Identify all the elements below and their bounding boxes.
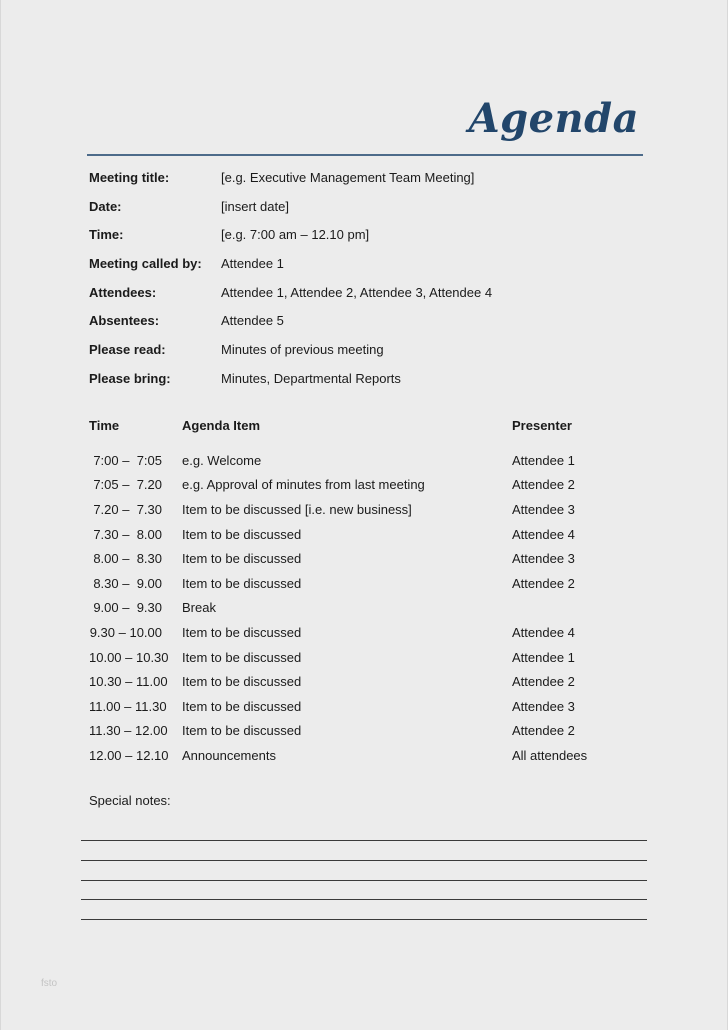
row-time: 10.30 – 11.00 — [89, 674, 168, 690]
notes-line — [81, 880, 647, 881]
row-presenter: Attendee 2 — [512, 674, 575, 690]
table-row — [89, 620, 649, 645]
row-time: 11.30 – 12.00 — [89, 723, 168, 739]
row-agenda-item: e.g. Approval of minutes from last meeting — [182, 477, 425, 493]
row-presenter: Attendee 2 — [512, 477, 575, 493]
info-label: Please read: — [89, 342, 166, 358]
row-agenda-item: Announcements — [182, 747, 276, 763]
table-row — [89, 645, 649, 670]
info-row-attendees — [89, 285, 649, 314]
row-agenda-item: Item to be discussed — [182, 526, 302, 542]
info-value: Attendee 1 — [221, 256, 284, 272]
header-presenter: Presenter — [512, 418, 572, 433]
notes-line — [81, 860, 647, 861]
notes-line — [81, 840, 647, 841]
title-underline — [87, 154, 643, 156]
row-presenter: Attendee 4 — [512, 526, 575, 542]
notes-line — [81, 919, 647, 920]
info-label: Please bring: — [89, 370, 171, 386]
row-time: 8.00 – 8.30 — [93, 551, 162, 567]
table-row — [89, 522, 649, 547]
header-time: Time — [89, 418, 120, 433]
watermark: fsto — [41, 978, 58, 989]
info-value: Attendee 5 — [221, 313, 284, 329]
row-presenter: All attendees — [512, 747, 588, 763]
row-time: 7:05 – 7.20 — [93, 477, 162, 493]
info-row-called-by — [89, 256, 649, 285]
row-time: 9.30 – 10.00 — [89, 624, 162, 640]
table-row — [89, 669, 649, 694]
table-row — [89, 473, 649, 498]
row-agenda-item: Item to be discussed — [182, 674, 302, 690]
table-row — [89, 497, 649, 522]
row-presenter: Attendee 1 — [512, 649, 575, 665]
info-value: Attendee 1, Attendee 2, Attendee 3, Attendee 4 — [221, 284, 493, 300]
table-row — [89, 694, 649, 719]
table-row — [89, 571, 649, 596]
info-row-date — [89, 199, 649, 228]
agenda-header-row — [89, 418, 649, 448]
row-time: 12.00 – 12.10 — [89, 747, 169, 763]
row-agenda-item: Item to be discussed — [182, 624, 302, 640]
row-presenter: Attendee 3 — [512, 501, 575, 517]
row-agenda-item: Item to be discussed — [182, 723, 302, 739]
row-time: 7:00 – 7:05 — [93, 452, 162, 468]
table-row — [89, 719, 649, 744]
info-value: [e.g. 7:00 am – 12.10 pm] — [221, 227, 370, 243]
info-label: Date: — [89, 198, 122, 214]
special-notes-label: Special notes: — [89, 793, 171, 808]
row-presenter: Attendee 2 — [512, 575, 575, 591]
row-agenda-item: Item to be discussed — [182, 551, 302, 567]
info-label: Meeting title: — [89, 170, 170, 185]
row-time: 7.20 – 7.30 — [93, 501, 162, 517]
row-time: 10.00 – 10.30 — [89, 649, 169, 665]
table-row — [89, 546, 649, 571]
info-label: Attendees: — [89, 284, 157, 300]
info-row-time — [89, 227, 649, 256]
info-value: Minutes of previous meeting — [221, 342, 384, 358]
info-label: Time: — [89, 227, 124, 243]
info-value: Minutes, Departmental Reports — [221, 370, 401, 386]
row-agenda-item: Break — [182, 600, 216, 616]
table-row — [89, 448, 649, 473]
row-agenda-item: Item to be discussed — [182, 649, 302, 665]
row-presenter: Attendee 3 — [512, 551, 575, 567]
info-row-meeting-title — [89, 170, 649, 199]
row-presenter: Attendee 1 — [512, 452, 575, 468]
row-time: 11.00 – 11.30 — [89, 698, 167, 714]
info-row-absentees — [89, 313, 649, 342]
info-row-please-read — [89, 342, 649, 371]
agenda-rows — [89, 448, 649, 768]
page-title: Agenda — [468, 95, 639, 142]
agenda-table — [89, 418, 649, 768]
meeting-info — [89, 170, 649, 400]
table-row — [89, 743, 649, 768]
row-presenter: Attendee 4 — [512, 624, 575, 640]
row-presenter: Attendee 2 — [512, 723, 575, 739]
info-value: [insert date] — [221, 198, 289, 214]
info-value: [e.g. Executive Management Team Meeting] — [221, 170, 475, 185]
row-agenda-item: e.g. Welcome — [182, 452, 262, 468]
info-label: Absentees: — [89, 313, 160, 329]
header-agenda-item: Agenda Item — [182, 418, 261, 433]
row-presenter: Attendee 3 — [512, 698, 575, 714]
table-row — [89, 596, 649, 621]
info-label: Meeting called by: — [89, 256, 202, 272]
row-time: 8.30 – 9.00 — [93, 575, 162, 591]
row-agenda-item: Item to be discussed — [182, 698, 302, 714]
row-time: 9.00 – 9.30 — [93, 600, 162, 616]
row-agenda-item: Item to be discussed — [182, 575, 302, 591]
notes-line — [81, 899, 647, 900]
row-agenda-item: Item to be discussed [i.e. new business] — [182, 501, 412, 517]
row-time: 7.30 – 8.00 — [93, 526, 162, 542]
info-row-please-bring — [89, 371, 649, 400]
